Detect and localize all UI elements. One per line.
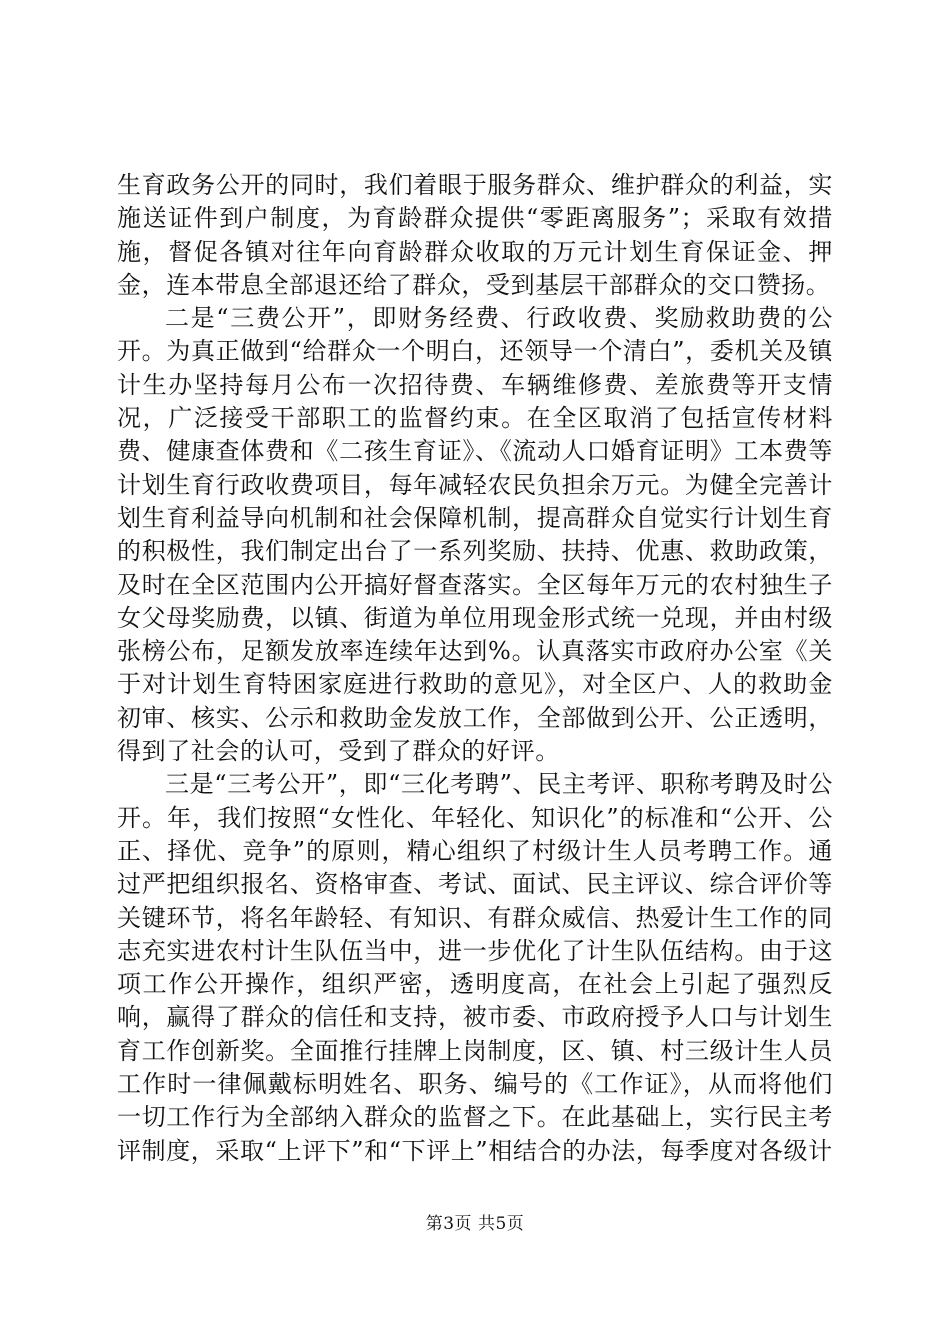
paragraph-continued: 生育政务公开的同时，我们着眼于服务群众、维护群众的利益，实施送证件到户制度，为育龄群众提供“零距离服务”；采取有效措施，督促各镇对往年向育龄群众收取的万元计划生育保证金、押金，连本带息全部退还给了群众，受到基层干部群众的交口赞扬。 <box>117 171 833 299</box>
page-number-footer: 第3页 共5页 <box>425 1214 525 1234</box>
document-body <box>117 169 833 1168</box>
paragraph-three-fees: 二是“三费公开”，即财务经费、行政收费、奖励救助费的公开。为真正做到“给群众一个明白，还领导一个清白”，委机关及镇计生办坚持每月公布一次招待费、车辆维修费、差旅费等开支情况，广泛接受干部职工的监督约束。在全区取消了包括宣传材料费、健康查体费和《二孩生育证》、《流动人口婚育证明》工本费等计划生育行政收费项目，每年减轻农民负担余万元。为健全完善计划生育利益导向机制和社会保障机制，提高群众自觉实行计划生育的积极性，我们制定出台了一系列奖励、扶持、优惠、救助政策，及时在全区范围内公开搞好督查落实。全区每年万元的农村独生子女父母奖励费，以镇、街道为单位用现金形式统一兑现，并由村级张榜公布，足额发放率连续年达到%。认真落实市政府办公室《关于对计划生育特困家庭进行救助的意见》，对全区户、人的救助金初审、核实、公示和救助金发放工作，全部做到公开、公正透明，得到了社会的认可，受到了群众的好评。 <box>117 304 833 766</box>
paragraph-three-exams: 三是“三考公开”，即“三化考聘”、民主考评、职称考聘及时公开。年，我们按照“女性化、年轻化、知识化”的标准和“公开、公正、择优、竞争”的原则，精心组织了村级计生人员考聘工作。通过严把组织报名、资格审查、考试、面试、民主评议、综合评价等关键环节，将名年龄轻、有知识、有群众威信、热爱计生工作的同志充实进农村计生队伍当中，进一步优化了计生队伍结构。由于这项工作公开操作，组织严密，透明度高，在社会上引起了强烈反响，赢得了群众的信任和支持，被市委、市政府授予人口与计划生育工作创新奖。全面推行挂牌上岗制度，区、镇、村三级计生人员工作时一律佩戴标明姓名、职务、编号的《工作证》，从而将他们一切工作行为全部纳入群众的监督之下。在此基础上，实行民主考评制度，采取“上评下”和“下评上”相结合的办法，每季度对各级计 <box>117 770 833 1165</box>
